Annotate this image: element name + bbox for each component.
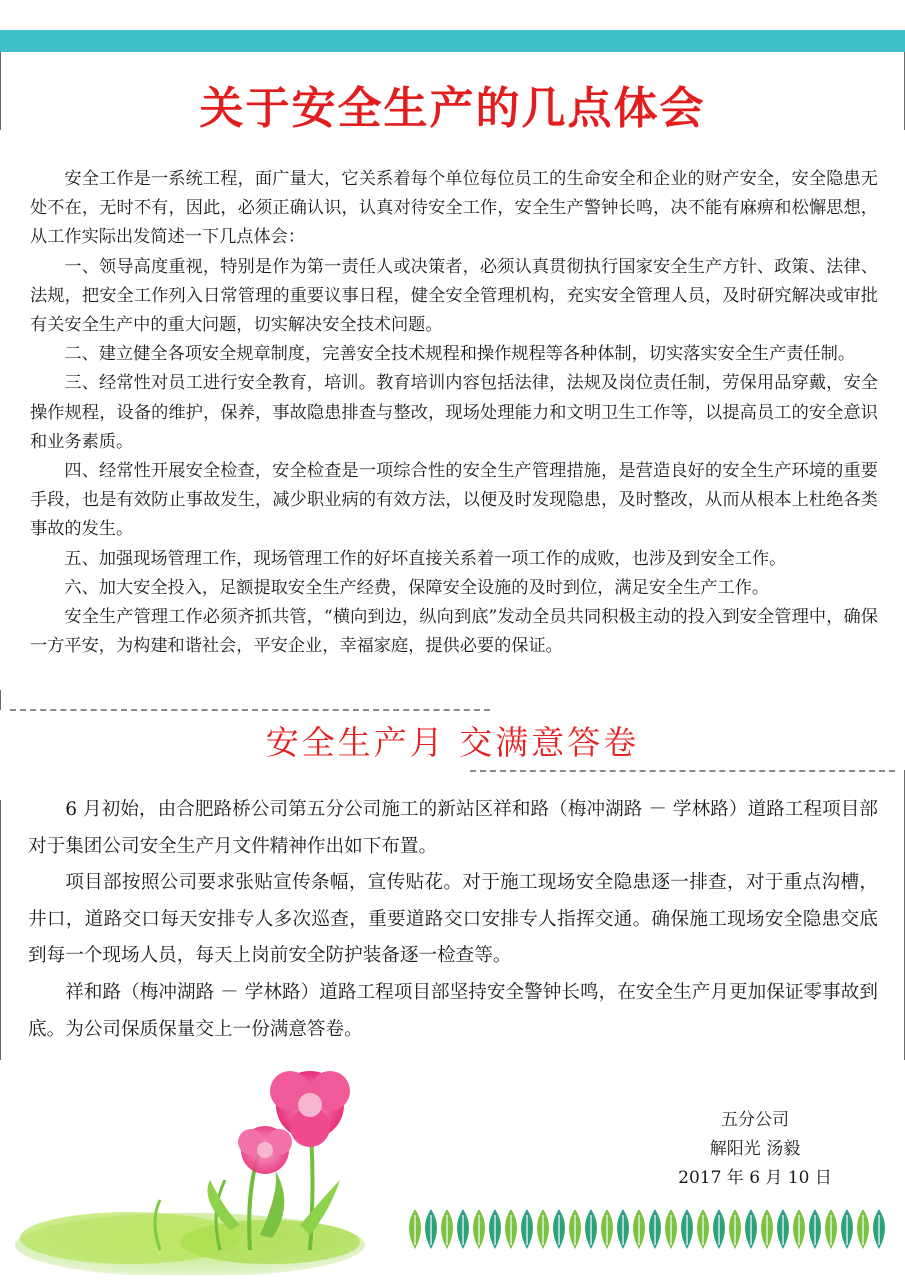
signature-date: 2017 年 6 月 10 日 [678, 1168, 832, 1188]
divider-dashed-bottom [470, 770, 895, 772]
article1-paragraph: 五、加强现场管理工作，现场管理工作的好坏直接关系着一项工作的成败，也涉及到安全工作。 [64, 548, 787, 569]
left-frame-line-lower [0, 690, 1, 710]
article2-paragraph: 6 月初始，由合肥路桥公司第五分公司施工的新站区祥和路（梅冲湖路 － 学林路）道路工程项目部对于集团公司安全生产月文件精神作出如下布置。 [28, 799, 878, 857]
article1-paragraph: 二、建立健全各项安全规章制度，完善安全技术规程和操作规程等各种体制，切实落实安全生产责任制。 [64, 344, 856, 365]
left-frame-line-bottom [0, 800, 1, 1060]
article1-paragraph: 安全生产管理工作必须齐抓共管，“横向到边，纵向到底”发动全员共同积极主动的投入到安全管理中，确保一方平安，为构建和谐社会，平安企业，幸福家庭，提供必要的保证。 [30, 607, 878, 657]
article1-title: 关于安全生产的几点体会 [199, 83, 706, 134]
divider-dashed-top [10, 709, 490, 711]
top-color-band [0, 30, 905, 52]
signature-authors: 解阳光 汤毅 [709, 1139, 801, 1159]
article1-body [30, 165, 878, 661]
signature-company: 五分公司 [721, 1110, 789, 1130]
article1-paragraph: 一、领导高度重视，特别是作为第一责任人或决策者，必须认真贯彻执行国家安全生产方针、政策、法律、法规，把安全工作列入日常管理的重要议事日程，健全安全管理机构，充实安全管理人员，及时研究解决或审批有关安全生产中的重大问题，切实解决安全技术问题。 [30, 256, 878, 336]
article1-paragraph: 三、经常性对员工进行安全教育，培训。教育培训内容包括法律，法规及岗位责任制，劳保用品穿戴，安全操作规程，设备的维护，保养，事故隐患排查与整改，现场处理能力和文明卫生工作等，以提高员工的安全意识和业务素质。 [30, 373, 878, 452]
article1-paragraph: 安全工作是一系统工程，面广量大，它关系着每个单位每位员工的生命安全和企业的财产安全，安全隐患无处不在，无时不有，因此，必须正确认识，认真对待安全工作，安全生产警钟长鸣，决不能有麻痹和松懈思想，从工作实际出发简述一下几点体会： [30, 169, 878, 248]
article2-title: 安全生产月 交满意答卷 [265, 723, 640, 762]
leaf-border-decoration-icon [405, 1205, 900, 1255]
flower-decoration-icon [10, 1060, 370, 1275]
article2-paragraph: 项目部按照公司要求张贴宣传条幅，宣传贴花。对于施工现场安全隐患逐一排查，对于重点沟槽，井口，道路交口每天安排专人多次巡查，重要道路交口安排专人指挥交通。确保施工现场安全隐患交底到每一个现场人员，每天上岗前安全防护装备逐一检查等。 [28, 872, 878, 967]
signature-block [650, 1106, 860, 1193]
article1-paragraph: 六、加大安全投入，足额提取安全生产经费，保障安全设施的及时到位，满足安全生产工作。 [64, 577, 770, 598]
article2-paragraph: 祥和路（梅冲湖路 － 学林路）道路工程项目部坚持安全警钟长鸣，在安全生产月更加保证零事故到底。为公司保质保量交上一份满意答卷。 [28, 981, 878, 1040]
article2-body [28, 792, 878, 1048]
article1-paragraph: 四、经常性开展安全检查，安全检查是一项综合性的安全生产管理措施，是营造良好的安全生产环境的重要手段，也是有效防止事故发生，减少职业病的有效方法，以便及时发现隐患，及时整改，从而从根本上杜绝各类事故的发生。 [30, 461, 878, 540]
